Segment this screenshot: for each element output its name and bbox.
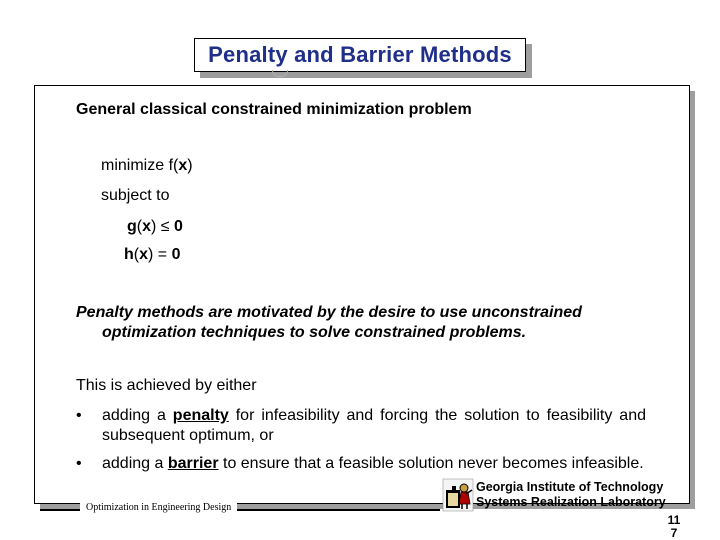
georgia-tech-logo-icon xyxy=(442,478,474,512)
bullet-penalty: • adding a penalty for infeasibility and forcing the solution to feasibility and subsequent optimum, or xyxy=(76,407,646,444)
problem-heading: General classical constrained minimization problem xyxy=(76,101,472,118)
title-box xyxy=(194,38,526,72)
intro-text: This is achieved by either xyxy=(76,377,257,394)
slide-title: Penalty and Barrier Methods xyxy=(208,42,512,67)
equality-constraint: h(x) = 0 xyxy=(124,246,181,263)
page-number: 11 7 xyxy=(667,513,681,540)
penalty-keyword: penalty xyxy=(172,407,229,424)
subject-to-line: subject to xyxy=(101,187,170,204)
bullet-marker: • xyxy=(76,407,82,424)
institution-name: Georgia Institute of Technology Systems Realization Laboratory xyxy=(476,480,666,509)
bullet-marker: • xyxy=(76,455,82,472)
motivation-text: Penalty methods are motivated by the desire to use unconstrained optimization techniques to solve constrained problems. xyxy=(76,304,582,341)
inequality-constraint: g(x) ≤ 0 xyxy=(127,218,183,235)
minimize-line: minimize f(x) xyxy=(101,157,193,174)
bullet-barrier: • adding a barrier to ensure that a feasible solution never becomes infeasible. xyxy=(76,455,644,472)
barrier-keyword: barrier xyxy=(167,455,219,472)
course-name: Optimization in Engineering Design xyxy=(80,502,237,513)
